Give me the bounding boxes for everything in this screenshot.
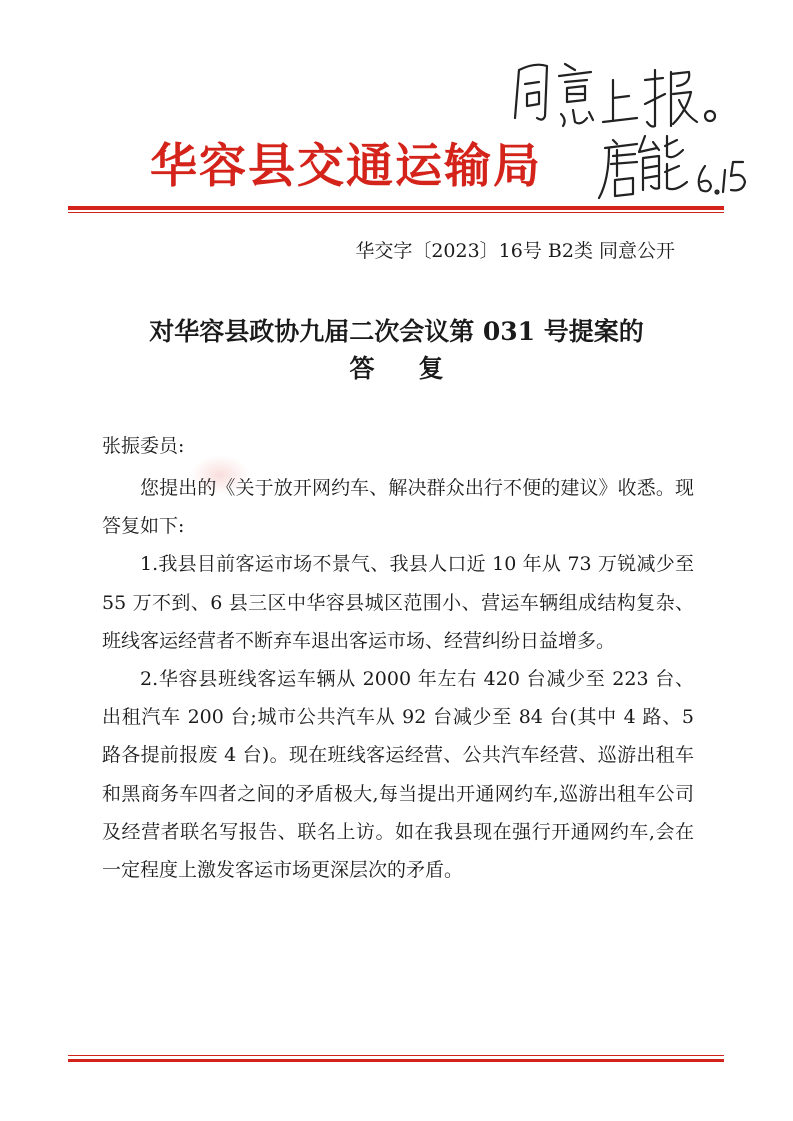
body-paragraph-point-2: 2.华容县班线客运车辆从 2000 年左右 420 台减少至 223 台、出租汽车 200 台;城市公共汽车从 92 台减少至 84 台(其中 4 路、5 路各提前报废 4 台)。现在班线客运经营、公共汽车经营、巡游出租车和黑商务车四者之间的矛盾极大,每当提出开通网约车,巡游出租车公司及经营者联名写报告、联名上访。如在我县现在强行开通网约车,会在一定程度上激发客运市场更深层次的矛盾。 <box>102 668 694 882</box>
letterhead-rule-thick <box>68 206 724 210</box>
document-title-line-2: 答复 <box>349 354 488 383</box>
letterhead-rule-thin <box>68 212 724 213</box>
footer-rule-thin <box>68 1055 724 1056</box>
document-body <box>102 469 694 889</box>
footer-rule-thick <box>68 1059 724 1062</box>
body-paragraph-intro: 您提出的《关于放开网约车、解决群众出行不便的建议》收悉。现答复如下: <box>102 477 694 538</box>
salutation: 张振委员: <box>102 435 185 457</box>
document-number: 华交字〔2023〕16号 B2类 同意公开 <box>355 240 675 262</box>
body-paragraph-point-1: 1.我县目前客运市场不景气、我县人口近 10 年从 73 万锐减少至 55 万不到、6 县三区中华容县城区范围小、营运车辆组成结构复杂、班线客运经营者不断弃车退出客运市场、经营纠纷日益增多。 <box>102 553 694 652</box>
document-title-line-1: 对华容县政协九届二次会议第 031 号提案的 <box>149 317 644 346</box>
letterhead-title: 华容县交通运输局 <box>150 139 542 194</box>
